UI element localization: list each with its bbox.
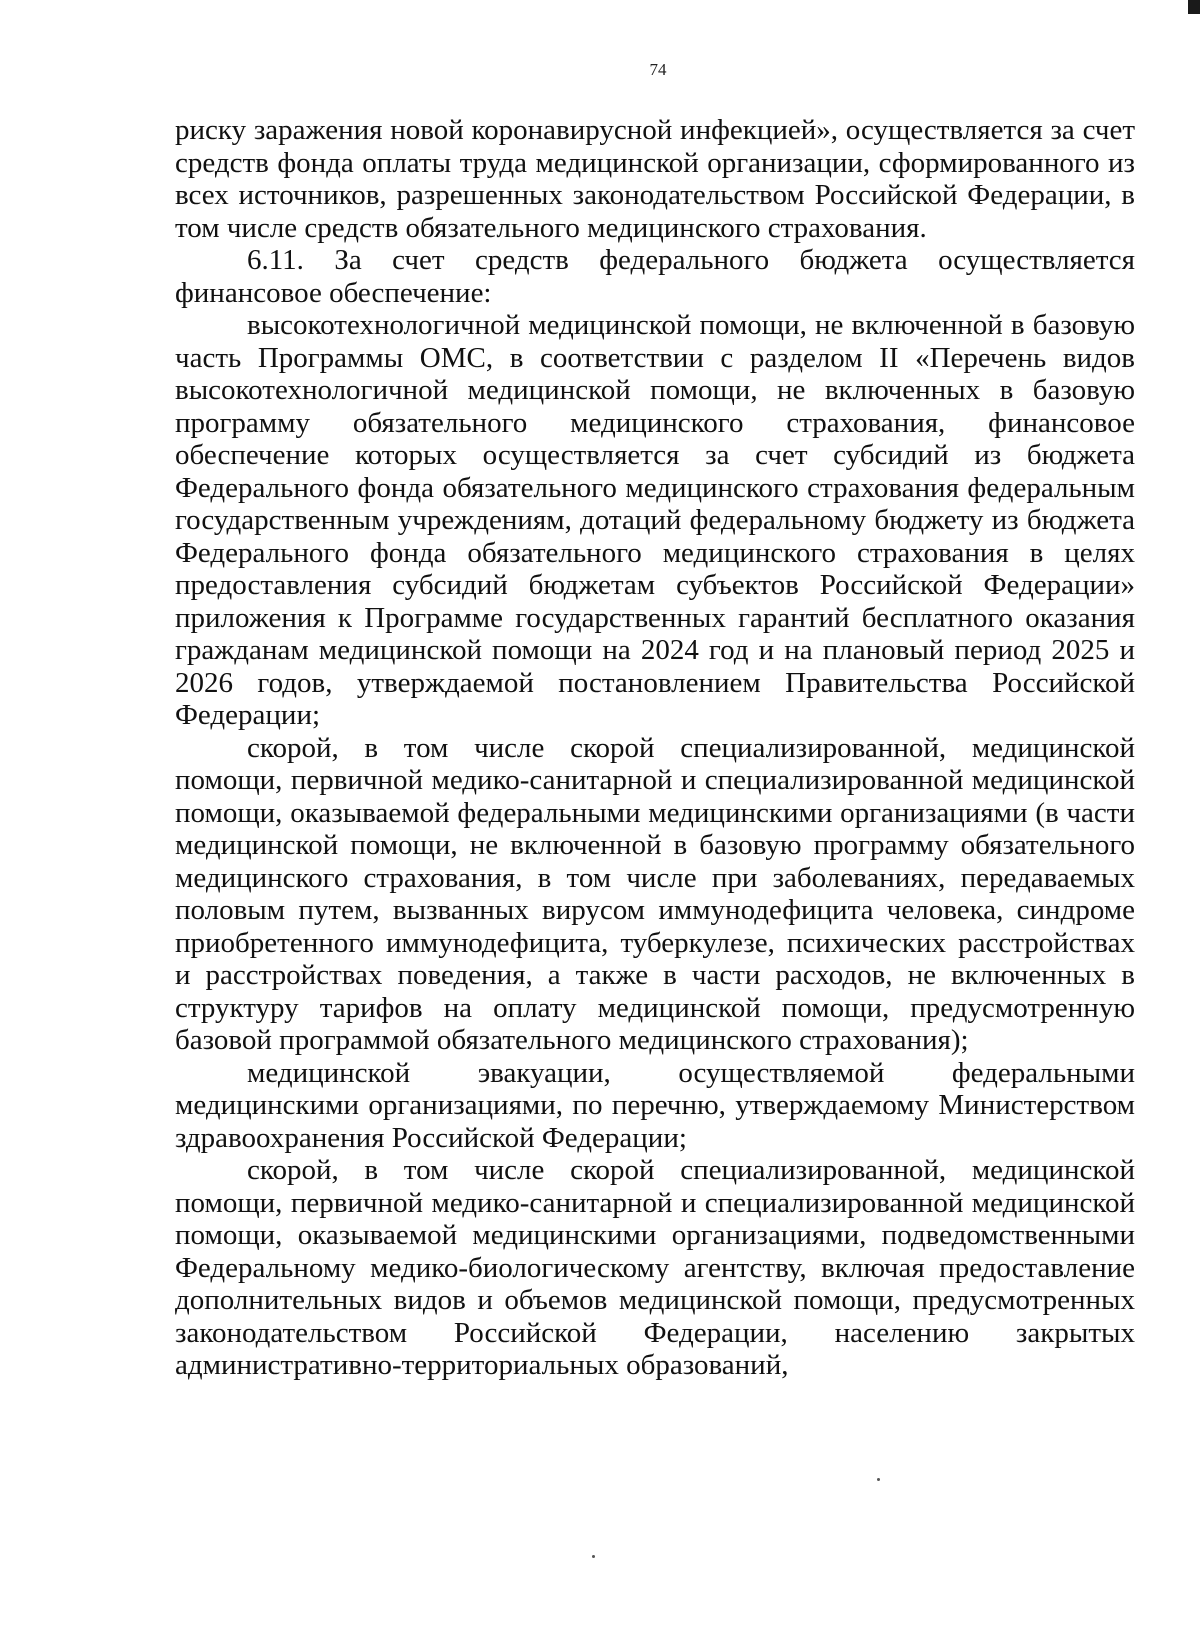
- scan-speck: [877, 1478, 880, 1481]
- scan-corner-mark: [1188, 0, 1200, 14]
- paragraph-fmba-care: скорой, в том числе скорой специализированной, медицинской помощи, первичной медико-санитарной и специализированной медицинской помощи, оказываемой медицинскими организациями, подведомственными Федеральному медико-биологическому агентству, включая предоставление дополнительных видов и объемов медицинской помощи, предусмотренных законодательством Российской Федерации, населению закрытых административно-территориальных образований,: [175, 1154, 1135, 1381]
- document-body: [175, 114, 1135, 1382]
- paragraph-section-6-11: 6.11. За счет средств федерального бюджета осуществляется финансовое обеспечение:: [175, 244, 1135, 309]
- paragraph-continuation: риску заражения новой коронавирусной инфекцией», осуществляется за счет средств фонда оплаты труда медицинской организации, сформированного из всех источников, разрешенных законодательством Российской Федерации, в том числе средств обязательного медицинского страхования.: [175, 114, 1135, 244]
- paragraph-federal-organizations-care: скорой, в том числе скорой специализированной, медицинской помощи, первичной медико-санитарной и специализированной медицинской помощи, оказываемой федеральными медицинскими организациями (в части медицинской помощи, не включенной в базовую программу обязательного медицинского страхования, в том числе при заболеваниях, передаваемых половым путем, вызванных вирусом иммунодефицита человека, синдроме приобретенного иммунодефицита, туберкулезе, психических расстройствах и расстройствах поведения, а также в части расходов, не включенных в структуру тарифов на оплату медицинской помощи, предусмотренную базовой программой обязательного медицинского страхования);: [175, 731, 1135, 1056]
- scan-speck: [592, 1555, 595, 1558]
- paragraph-medical-evacuation: медицинской эвакуации, осуществляемой федеральными медицинскими организациями, по перечню, утверждаемому Министерством здравоохранения Российской Федерации;: [175, 1056, 1135, 1154]
- page-number: 74: [649, 60, 667, 79]
- paragraph-high-tech-care: высокотехнологичной медицинской помощи, не включенной в базовую часть Программы ОМС, в соответствии с разделом II «Перечень видов высокотехнологичной медицинской помощи, не включенных в базовую программу обязательного медицинского страхования, финансовое обеспечение которых осуществляется за счет субсидий из бюджета Федерального фонда обязательного медицинского страхования федеральным государственным учреждениям, дотаций федеральному бюджету из бюджета Федерального фонда обязательного медицинского страхования в целях предоставления субсидий бюджетам субъектов Российской Федерации» приложения к Программе государственных гарантий бесплатного оказания гражданам медицинской помощи на 2024 год и на плановый период 2025 и 2026 годов, утверждаемой постановлением Правительства Российской Федерации;: [175, 309, 1135, 731]
